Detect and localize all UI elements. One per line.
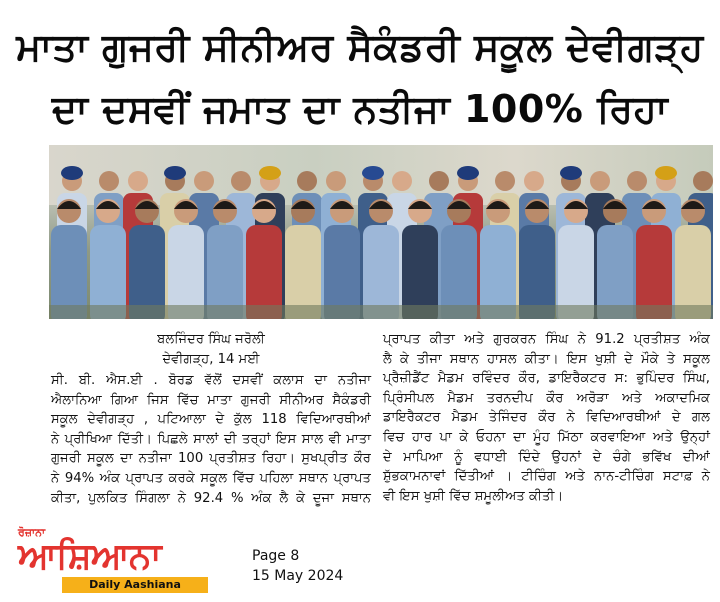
crowd-figure (51, 225, 87, 319)
article-column-1 (51, 371, 371, 508)
article-line: ਲੈ ਕੇ ਤੀਜਾ ਸਥਾਨ ਹਾਸਲ ਕੀਤਾ। ਇਸ ਖੁਸ਼ੀ ਦੇ ਮੌਕੇ ਤੇ ਸਕੂਲ (383, 351, 710, 367)
crowd-head (429, 171, 449, 191)
crowd-figure (207, 225, 243, 319)
article-line: ਗੁਜਰੀ ਸਕੂਲ ਦਾ ਨਤੀਜਾ 100 ਪ੍ਰਤੀਸ਼ਤ ਰਿਹਾ। ਸੁਖਪ੍ਰੀਤ ਕੌਰ (51, 451, 371, 467)
crowd-figure (636, 225, 672, 319)
crowd-turban (362, 166, 384, 180)
article-line: ਵਿਚ ਹਾਰ ਪਾ ਕੇ ਓਹਨਾ ਦਾ ਮੂੰਹ ਮਿੱਠਾ ਕਰਵਾਇਆ ਅਤੇ ਉਨ੍ਹਾਂ (383, 429, 710, 445)
article-line: ਨੇ 94% ਅੰਕ ਪ੍ਰਾਪਤ ਕਰਕੇ ਸਕੂਲ ਵਿੱਚ ਪਹਿਲਾ ਸਥਾਨ ਪ੍ਰਾਪਤ (51, 470, 371, 486)
page-number: Page 8 (252, 548, 300, 564)
headline-line-2: ਦਾ ਦਸਵੀਂ ਜਮਾਤ ਦਾ ਨਤੀਜਾ 100% ਰਿਹਾ (51, 87, 669, 131)
crowd-figure (324, 225, 360, 319)
crowd-head (99, 171, 119, 191)
crowd-head (194, 171, 214, 191)
headline-line-1: ਮਾਤਾ ਗੁਜਰੀ ਸੀਨੀਅਰ ਸੈਕੰਡਰੀ ਸਕੂਲ ਦੇਵੀਗੜ੍ਹ (16, 25, 704, 69)
article-column-2 (383, 330, 710, 506)
crowd-turban (560, 166, 582, 180)
byline-reporter: ਬਲਜਿੰਦਰ ਸਿੰਘ ਜਰੋਲੀ (157, 332, 265, 347)
crowd-figure (402, 225, 438, 319)
article-line: ਸਕੂਲ ਦੇਵੀਗੜ੍ਹ , ਪਟਿਆਲਾ ਦੇ ਕੁੱਲ 118 ਵਿਦਿਆਰਥੀਆਂ (51, 412, 371, 428)
crowd-head (128, 171, 148, 191)
crowd-head (590, 171, 610, 191)
crowd-figure (441, 225, 477, 319)
crowd-figure (285, 225, 321, 319)
logo-main-text: ਆਸ਼ਿਆਨਾ (18, 536, 161, 577)
crowd-figure (597, 225, 633, 319)
crowd-figure (480, 225, 516, 319)
crowd-head (392, 171, 412, 191)
article-line: ਸੀ. ਬੀ. ਐਸ.ਈ . ਬੋਰਡ ਵੱਲੋਂ ਦਸਵੀਂ ਕਲਾਸ ਦਾ ਨਤੀਜਾ (51, 373, 371, 388)
crowd-figure (90, 225, 126, 319)
crowd-head (524, 171, 544, 191)
crowd-figure (675, 225, 711, 319)
article-line: ਨੇ ਪ੍ਰੀਖਿਆ ਦਿੱਤੀ। ਪਿਛਲੇ ਸਾਲਾਂ ਦੀ ਤਰ੍ਹਾਂ ਇਸ ਸਾਲ ਵੀ ਮਾਤਾ (51, 431, 371, 447)
photo-crowd-illustration (49, 145, 713, 319)
crowd-head (495, 171, 515, 191)
group-photo (49, 145, 713, 319)
article-line: ਪ੍ਰਿੰਸੀਪਲ ਮੈਡਮ ਤਰਨਦੀਪ ਕੌਰ ਅਰੋੜਾ ਅਤੇ ਅਕਾਦਮਿਕ (383, 390, 710, 406)
page-date: 15 May 2024 (252, 568, 344, 584)
crowd-head (297, 171, 317, 191)
crowd-turban (259, 166, 281, 180)
photo-ground (49, 305, 713, 319)
newspaper-logo (18, 527, 208, 591)
crowd-head (627, 171, 647, 191)
article-line: ਦੇ ਮਾਪਿਆ ਨੂੰ ਵਧਾਈ ਦਿੰਦੇ ਉਹਨਾਂ ਦੇ ਚੰਗੇ ਭਵਿੱਖ ਦੀਆਂ (383, 449, 710, 465)
article-line: ਐਲਾਨਿਆ ਗਿਆ ਜਿਸ ਵਿੱਚ ਮਾਤਾ ਗੁਜਰੀ ਸੀਨੀਅਰ ਸੈਕੰਡਰੀ (51, 392, 371, 408)
byline-dateline: ਦੇਵੀਗੜ੍ਹ, 14 ਮਈ (162, 352, 260, 367)
article-line: ਡਾਇਰੈਕਟਰ ਮੈਡਮ ਤੇਜਿੰਦਰ ਕੌਰ ਨੇ ਵਿਦਿਆਰਥੀਆਂ ਦੇ ਗਲ (383, 410, 710, 426)
page-info (252, 546, 343, 586)
logo-english-text: Daily Aashiana (62, 577, 208, 593)
crowd-turban (61, 166, 83, 180)
article-line: ਸ਼ੁੱਭਕਾਮਨਾਵਾਂ ਦਿੱਤੀਆਂ । ਟੀਚਿੰਗ ਅਤੇ ਨਾਨ-ਟੀਚਿੰਗ ਸਟਾਫ਼ ਨੇ (383, 469, 710, 485)
crowd-figure (129, 225, 165, 319)
article-line: ਪ੍ਰੈਜ਼ੀਡੈਂਟ ਮੈਡਮ ਰਵਿੰਦਰ ਕੌਰ, ਡਾਇਰੈਕਟਰ ਸ: ਭੁਪਿੰਦਰ ਸਿੰਘ, (383, 371, 710, 387)
crowd-head (231, 171, 251, 191)
crowd-turban (655, 166, 677, 180)
crowd-turban (457, 166, 479, 180)
crowd-figure (168, 225, 204, 319)
crowd-figure (558, 225, 594, 319)
crowd-figure (363, 225, 399, 319)
crowd-figure (246, 225, 282, 319)
crowd-figure (519, 225, 555, 319)
logo-small-text: ਰੋਜ਼ਾਨਾ (18, 526, 46, 539)
crowd-turban (164, 166, 186, 180)
crowd-head (326, 171, 346, 191)
article-line: ਕੀਤਾ, ਪੁਲਕਿਤ ਸਿੰਗਲਾ ਨੇ 92.4 % ਅੰਕ ਲੈ ਕੇ ਦੂਜਾ ਸਥਾਨ (51, 490, 371, 506)
article-line: ਵੀ ਇਸ ਖੁਸ਼ੀ ਵਿੱਚ ਸ਼ਮੂਲੀਅਤ ਕੀਤੀ। (383, 488, 564, 504)
article-line: ਪ੍ਰਾਪਤ ਕੀਤਾ ਅਤੇ ਗੁਰਕਰਨ ਸਿੰਘ ਨੇ 91.2 ਪ੍ਰਤੀਸ਼ਤ ਅੰਕ (383, 332, 710, 347)
crowd-head (693, 171, 713, 191)
